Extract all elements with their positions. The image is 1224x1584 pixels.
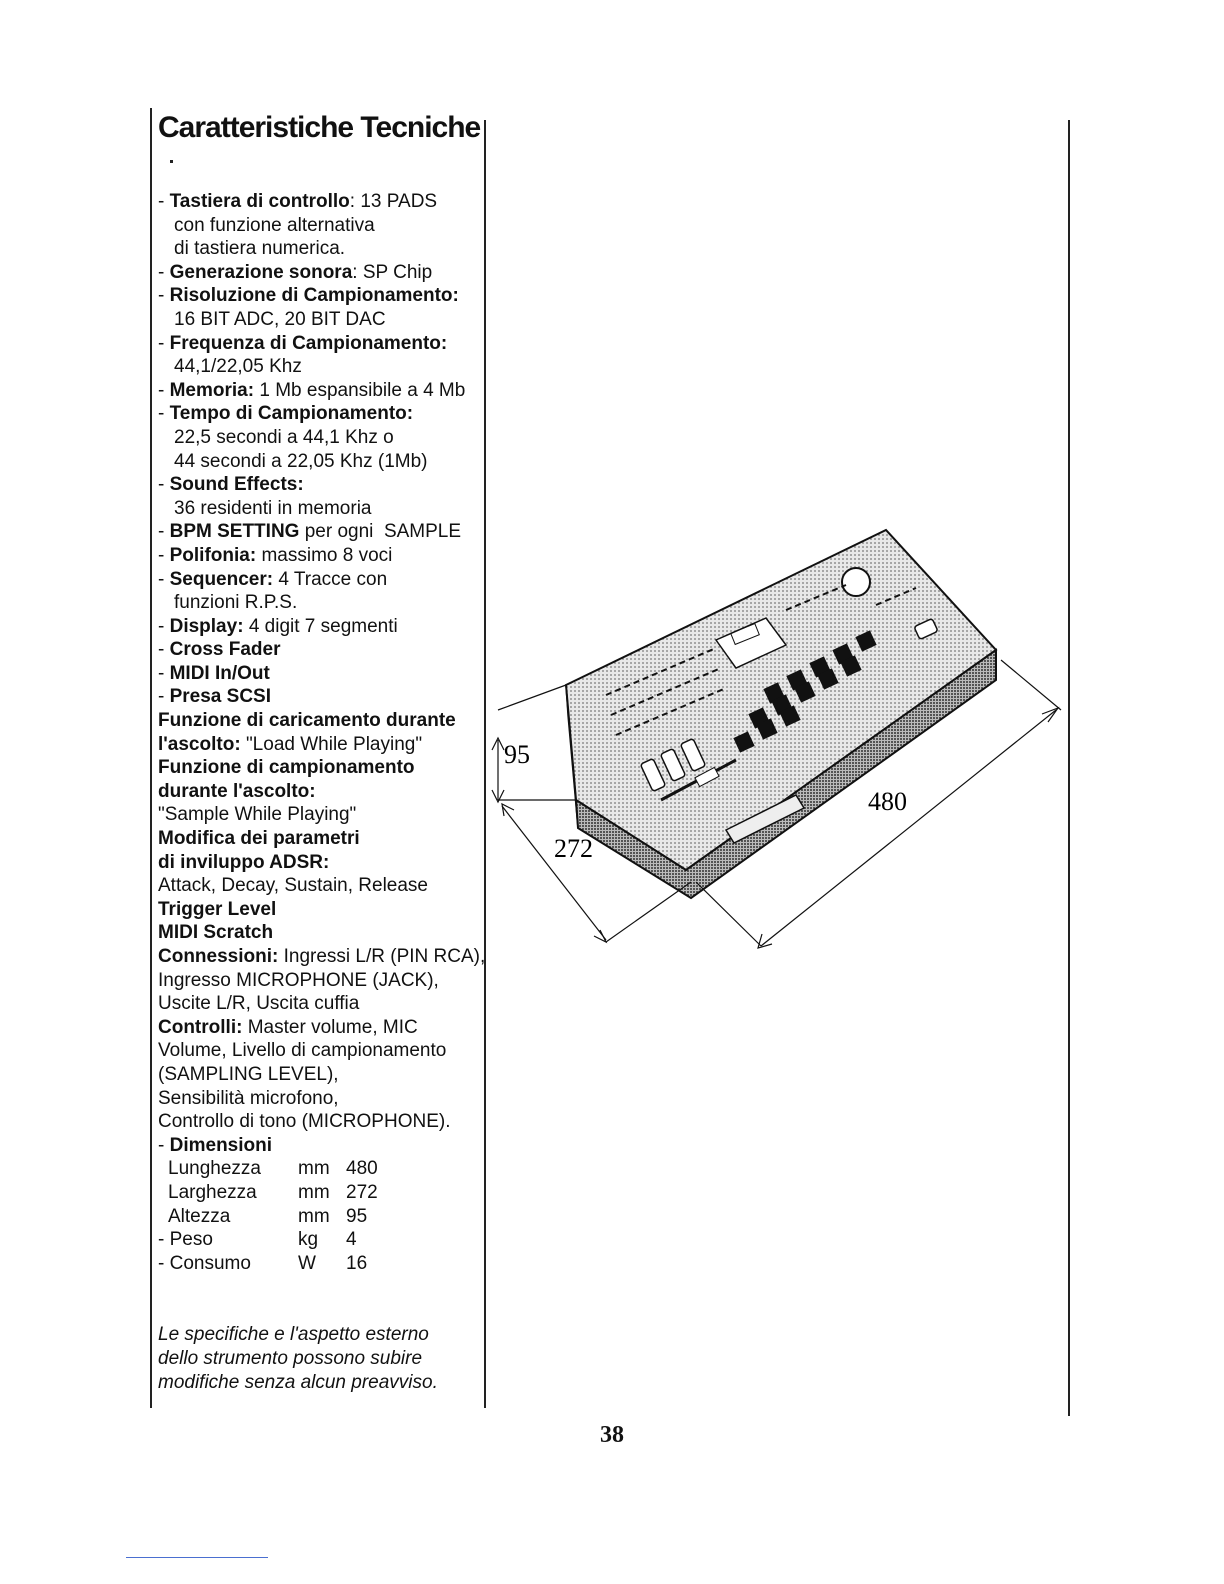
spec-label: Presa SCSI — [169, 686, 272, 708]
dimension-unit: kg — [298, 1229, 319, 1251]
spec-item: - Frequenza di Campionamento: — [158, 332, 448, 354]
dimension-name: Larghezza — [168, 1181, 257, 1203]
controls-value-5: Controllo di tono (MICROPHONE). — [158, 1111, 451, 1133]
depth-dimension: 272 — [554, 834, 593, 863]
spec-separator: : — [349, 191, 361, 212]
spec-continuation: 36 residenti in memoria — [174, 497, 372, 519]
spec-label: Risoluzione di Campionamento: — [169, 285, 459, 307]
spec-item: - Polifonia: massimo 8 voci — [158, 544, 393, 566]
sampler-illustration — [486, 510, 1066, 970]
spec-label: Tastiera di controllo — [169, 191, 350, 212]
dimension-value: 95 — [346, 1205, 368, 1227]
spec-item: - Risoluzione di Campionamento: — [158, 285, 459, 307]
spec-value: 13 PADS — [360, 191, 438, 212]
spec-item: - Tempo di Campionamento: — [158, 403, 414, 425]
sample-value: "Sample While Playing" — [158, 804, 357, 826]
dimension-unit: mm — [298, 1181, 330, 1203]
spec-label: Display: — [169, 615, 244, 637]
dimensions-label: Dimensioni — [169, 1134, 273, 1156]
dimension-row — [168, 1205, 378, 1229]
sample-label-2: durante l'ascolto: — [158, 780, 316, 802]
spec-label: Polifonia: — [169, 544, 257, 566]
spec-continuation: funzioni R.P.S. — [174, 592, 298, 614]
connections-value: Ingressi L/R (PIN RCA), — [283, 946, 486, 967]
device-body — [566, 530, 996, 898]
spec-item: - Memoria: 1 Mb espansibile a 4 Mb — [158, 379, 466, 401]
controls-value-4: Sensibilità microfono, — [158, 1087, 339, 1109]
device-diagram — [486, 510, 1066, 970]
trigger-level: Trigger Level — [158, 898, 277, 920]
right-rule — [1068, 120, 1070, 1416]
controls-value: Master volume, MIC — [247, 1016, 418, 1038]
spec-item: - MIDI In/Out — [158, 662, 270, 684]
dimension-unit: mm — [298, 1158, 330, 1180]
dimension-value: 4 — [346, 1229, 357, 1251]
note-line: Le specifiche e l'aspetto esterno — [158, 1324, 429, 1346]
dimension-row — [168, 1181, 378, 1205]
page-title: Caratteristiche Tecniche — [158, 111, 481, 144]
spec-item: - Presa SCSI — [158, 686, 272, 708]
spec-continuation: 16 BIT ADC, 20 BIT DAC — [174, 308, 386, 330]
spec-label: MIDI In/Out — [169, 662, 270, 684]
spec-label: Tempo di Campionamento: — [169, 403, 414, 425]
spec-column — [158, 108, 488, 1394]
spec-value: SP Chip — [362, 261, 433, 283]
note-line: modifiche senza alcun preavviso. — [158, 1371, 438, 1393]
dimension-row — [168, 1252, 378, 1276]
dimension-prefix: - — [158, 1229, 170, 1251]
dimension-unit: W — [298, 1252, 316, 1274]
dimension-name: Consumo — [169, 1252, 251, 1274]
dimension-row — [168, 1157, 378, 1181]
spec-continuation: 44 secondi a 22,05 Khz (1Mb) — [174, 450, 428, 472]
adsr-label: Modifica dei parametri — [158, 828, 360, 850]
dimension-name: Lunghezza — [168, 1158, 261, 1180]
height-dimension: 95 — [504, 740, 530, 769]
spec-continuation: di tastiera numerica. — [174, 238, 346, 260]
length-dimension: 480 — [868, 787, 907, 816]
spec-continuation: 44,1/22,05 Khz — [174, 356, 302, 378]
controls-value-2: Volume, Livello di campionamento — [158, 1040, 447, 1062]
spec-item: - Display: 4 digit 7 segmenti — [158, 615, 398, 637]
dimension-row — [168, 1228, 378, 1252]
spec-item: - Generazione sonora: SP Chip — [158, 261, 433, 283]
spec-list — [158, 190, 488, 709]
dimension-prefix: - — [158, 1252, 170, 1274]
load-label: Funzione di caricamento durante — [158, 710, 456, 732]
controls-value-3: (SAMPLING LEVEL), — [158, 1063, 339, 1085]
spec-value: per ogni SAMPLE — [304, 521, 462, 543]
spec-item: - Tastiera di controllo: 13 PADS — [158, 191, 438, 212]
dimension-unit: mm — [298, 1205, 330, 1227]
spec-item: - Sequencer: 4 Tracce con — [158, 568, 388, 590]
spec-label: BPM SETTING — [169, 521, 300, 543]
spec-value: 4 Tracce con — [278, 568, 388, 590]
spec-label: Sound Effects: — [169, 474, 304, 496]
controls-label: Controlli: — [158, 1016, 243, 1038]
dimension-value: 16 — [346, 1252, 368, 1274]
title-dot — [158, 160, 488, 190]
dimensions-table — [158, 1157, 378, 1275]
adsr-value: Attack, Decay, Sustain, Release — [158, 875, 428, 897]
load-label-2: l'ascolto: — [158, 733, 241, 755]
disclaimer-note — [158, 1323, 488, 1394]
footer-rule — [126, 1557, 268, 1558]
spec-value: massimo 8 voci — [261, 544, 393, 566]
spec-label: Frequenza di Campionamento: — [169, 332, 448, 354]
spec-label: Sequencer: — [169, 568, 274, 590]
connections-value-3: Uscite L/R, Uscita cuffia — [158, 993, 360, 1015]
spec-item: - BPM SETTING per ogni SAMPLE — [158, 521, 462, 543]
dimension-name: Peso — [169, 1229, 213, 1251]
sample-label: Funzione di campionamento — [158, 757, 415, 779]
adsr-label-2: di inviluppo ADSR: — [158, 851, 330, 873]
connections-label: Connessioni: — [158, 946, 279, 967]
page-number: 38 — [600, 1422, 624, 1448]
dimension-value: 272 — [346, 1181, 378, 1203]
spec-separator: : — [352, 261, 363, 283]
spec-value: 1 Mb espansibile a 4 Mb — [259, 379, 466, 401]
dimension-value: 480 — [346, 1158, 378, 1180]
spec-value: 4 digit 7 segmenti — [248, 615, 398, 637]
load-value: "Load While Playing" — [245, 733, 423, 755]
spec-label: Cross Fader — [169, 639, 281, 661]
note-line: dello strumento possono subire — [158, 1347, 423, 1369]
connections-value-2: Ingresso MICROPHONE (JACK), — [158, 969, 439, 991]
dimension-name: Altezza — [168, 1205, 231, 1227]
spec-continuation: con funzione alternativa — [174, 214, 375, 236]
spec-item: - Cross Fader — [158, 639, 281, 661]
spec-label: Generazione sonora — [169, 261, 353, 283]
spec-continuation: 22,5 secondi a 44,1 Khz o — [174, 426, 394, 448]
spec-item: - Sound Effects: — [158, 474, 304, 496]
spec-label: Memoria: — [169, 379, 255, 401]
feature-list: Funzione di caricamento durante l'ascolto: "Load While Playing" Funzione di campionamento durante l'ascolto: "Sample While Playing" Modifica dei parametri di inviluppo ADSR: Attack, Decay, Sustain, Release Trigger Level MIDI Scratch Connessioni: Ingressi L/R (PIN RCA), Ingresso MICROPHONE (JACK), Uscite L/R, Uscita cuffia Controlli: Master volume, MIC Volume, Livello di campionamento (SAMPLING LEVEL), Sensibilità microfono, Controllo di tono (MICROPHONE). - Dimensioni — [158, 709, 488, 1157]
left-rule — [150, 108, 152, 1408]
midi-scratch: MIDI Scratch — [158, 922, 274, 944]
